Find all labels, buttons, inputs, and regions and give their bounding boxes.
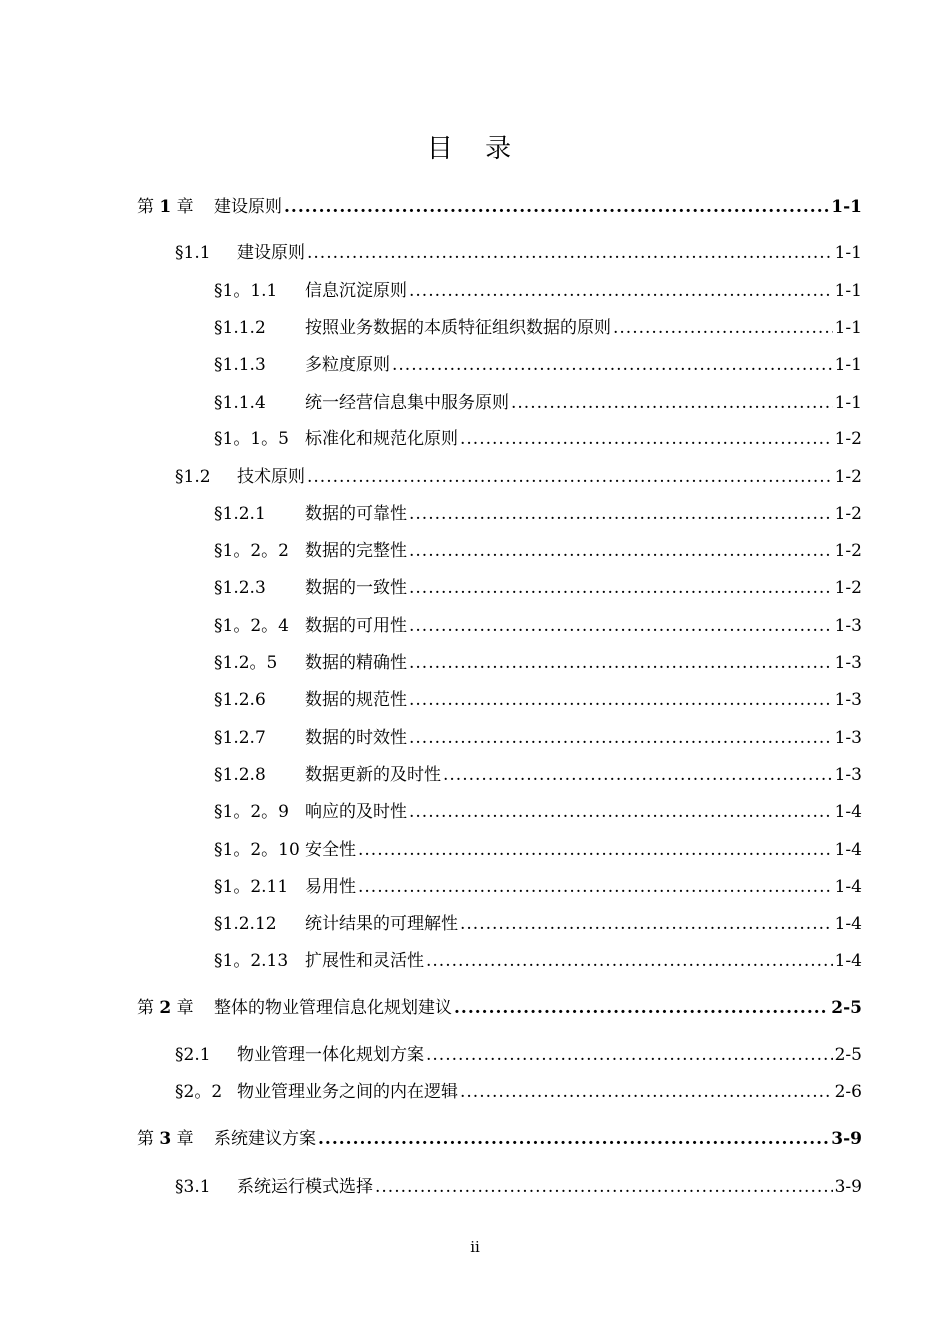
chapter-number: 第 1 章 [137, 197, 194, 217]
section-number: §1.1 [175, 243, 211, 263]
entry-label: 数据的规范性 [305, 690, 407, 710]
toc-subsection-1-2-6[interactable] [214, 688, 862, 712]
section-number: §1.1.2 [214, 318, 266, 338]
section-number: §1。2。9 [214, 802, 289, 822]
toc-subsection-1-1-3[interactable] [214, 353, 862, 377]
toc-subsection-1-2-1[interactable] [214, 502, 862, 526]
entry-label: 数据的可用性 [305, 616, 407, 636]
toc-subsection-1-2-4[interactable] [214, 614, 862, 638]
entry-label: 数据的精确性 [305, 653, 407, 673]
dot-leader [358, 838, 833, 862]
page-number: 1-1 [834, 393, 862, 413]
section-number: §1.2.3 [214, 578, 266, 598]
dot-leader [284, 195, 829, 219]
page-number: 1-2 [834, 467, 862, 487]
toc-subsection-1-2-11[interactable] [214, 875, 862, 899]
page-number: 1-3 [834, 690, 862, 710]
section-number: §1。2.13 [214, 951, 289, 971]
section-number: §1.1.4 [214, 393, 266, 413]
toc-chapter-1[interactable] [137, 195, 862, 219]
section-number: §1.2。5 [214, 653, 278, 673]
toc-section-1-2[interactable] [175, 465, 862, 489]
section-number: §1.2.1 [214, 504, 266, 524]
entry-label: 信息沉淀原则 [305, 281, 407, 301]
entry-label: 物业管理一体化规划方案 [237, 1045, 424, 1065]
toc-subsection-1-2-10[interactable] [214, 838, 862, 862]
entry-label: 数据的完整性 [305, 541, 407, 561]
dot-leader [358, 875, 833, 899]
entry-label: 按照业务数据的本质特征组织数据的原则 [305, 318, 611, 338]
toc-subsection-1-1-2[interactable] [214, 316, 862, 340]
dot-leader [392, 353, 833, 377]
toc-section-1-1[interactable] [175, 241, 862, 265]
section-number: §1。2.11 [214, 877, 289, 897]
dot-leader [307, 241, 833, 265]
section-number: §1。1.1 [214, 281, 278, 301]
section-number: §1.2.7 [214, 728, 266, 748]
dot-leader [409, 726, 833, 750]
entry-label: 响应的及时性 [305, 802, 407, 822]
entry-label: 数据的一致性 [305, 578, 407, 598]
page-number: 2-6 [834, 1082, 862, 1102]
section-number: §1.2.6 [214, 690, 266, 710]
dot-leader [318, 1127, 829, 1151]
toc-subsection-1-1-4[interactable] [214, 391, 862, 415]
section-number: §1。1。5 [214, 429, 289, 449]
dot-leader [409, 279, 833, 303]
entry-label: 安全性 [305, 840, 356, 860]
page-number: 1-2 [834, 578, 862, 598]
entry-label: 标准化和规范化原则 [305, 429, 458, 449]
dot-leader [409, 576, 833, 600]
page-number: 2-5 [834, 1045, 862, 1065]
dot-leader [409, 800, 833, 824]
entry-label: 物业管理业务之间的内在逻辑 [237, 1082, 458, 1102]
toc-title: 目 录 [426, 134, 524, 164]
page-number: 1-4 [834, 877, 862, 897]
dot-leader [426, 1043, 833, 1067]
page-number: 1-1 [834, 318, 862, 338]
dot-leader [409, 502, 833, 526]
page-number: 1-3 [834, 728, 862, 748]
toc-section-2-1[interactable] [175, 1043, 862, 1067]
section-number: §1。2。4 [214, 616, 289, 636]
page-number: 1-2 [834, 541, 862, 561]
dot-leader [443, 763, 833, 787]
chapter-number: 第 2 章 [137, 998, 194, 1018]
entry-label: 建设原则 [214, 197, 282, 217]
entry-label: 建设原则 [237, 243, 305, 263]
page-number: 3-9 [834, 1177, 862, 1197]
toc-subsection-1-2-7[interactable] [214, 726, 862, 750]
dot-leader [375, 1175, 833, 1199]
section-number: §1。2。2 [214, 541, 289, 561]
entry-label: 技术原则 [237, 467, 305, 487]
toc-subsection-1-2-8[interactable] [214, 763, 862, 787]
page-number: 1-1 [834, 355, 862, 375]
page-number: 1-1 [834, 281, 862, 301]
page-number: 1-4 [834, 840, 862, 860]
entry-label: 系统建议方案 [214, 1129, 316, 1149]
entry-label: 扩展性和灵活性 [305, 951, 424, 971]
section-number: §1.1.3 [214, 355, 266, 375]
toc-subsection-1-2-5[interactable] [214, 651, 862, 675]
page-number: 1-3 [834, 616, 862, 636]
dot-leader [613, 316, 833, 340]
section-number: §1.2.8 [214, 765, 266, 785]
section-number: §2。2 [175, 1082, 223, 1102]
toc-subsection-1-1-5[interactable] [214, 427, 862, 451]
toc-subsection-1-1-1[interactable] [214, 279, 862, 303]
dot-leader [409, 539, 833, 563]
toc-subsection-1-2-9[interactable] [214, 800, 862, 824]
page-number: 1-1 [831, 197, 862, 217]
section-number: §3.1 [175, 1177, 211, 1197]
entry-label: 统一经营信息集中服务原则 [305, 393, 509, 413]
section-number: §1.2.12 [214, 914, 277, 934]
entry-label: 数据更新的及时性 [305, 765, 441, 785]
toc-subsection-1-2-3[interactable] [214, 576, 862, 600]
page-number: 2-5 [831, 998, 862, 1018]
dot-leader [511, 391, 833, 415]
page-number: 3-9 [831, 1129, 862, 1149]
toc-chapter-3[interactable] [137, 1127, 862, 1151]
page-number: 1-3 [834, 765, 862, 785]
entry-label: 数据的可靠性 [305, 504, 407, 524]
page-number: 1-1 [834, 243, 862, 263]
entry-label: 易用性 [305, 877, 356, 897]
entry-label: 数据的时效性 [305, 728, 407, 748]
dot-leader [307, 465, 833, 489]
dot-leader [460, 427, 833, 451]
entry-label: 统计结果的可理解性 [305, 914, 458, 934]
page-number: 1-2 [834, 429, 862, 449]
toc-section-2-2[interactable] [175, 1080, 862, 1104]
toc-subsection-1-2-2[interactable] [214, 539, 862, 563]
dot-leader [454, 996, 829, 1020]
page-number: 1-4 [834, 802, 862, 822]
section-number: §2.1 [175, 1045, 211, 1065]
page-number: 1-2 [834, 504, 862, 524]
entry-label: 多粒度原则 [305, 355, 390, 375]
dot-leader [460, 912, 833, 936]
toc-section-3-1[interactable] [175, 1175, 862, 1199]
toc-subsection-1-2-13[interactable] [214, 949, 862, 973]
dot-leader [409, 614, 833, 638]
section-number: §1.2 [175, 467, 211, 487]
page-number: 1-4 [834, 914, 862, 934]
footer-page-number: ii [470, 1238, 480, 1256]
dot-leader [460, 1080, 833, 1104]
page-number: 1-3 [834, 653, 862, 673]
dot-leader [409, 688, 833, 712]
entry-label: 整体的物业管理信息化规划建议 [214, 998, 452, 1018]
section-number: §1。2。10 [214, 840, 300, 860]
page-number: 1-4 [834, 951, 862, 971]
toc-chapter-2[interactable] [137, 996, 862, 1020]
entry-label: 系统运行模式选择 [237, 1177, 373, 1197]
dot-leader [409, 651, 833, 675]
dot-leader [426, 949, 833, 973]
chapter-number: 第 3 章 [137, 1129, 194, 1149]
toc-subsection-1-2-12[interactable] [214, 912, 862, 936]
